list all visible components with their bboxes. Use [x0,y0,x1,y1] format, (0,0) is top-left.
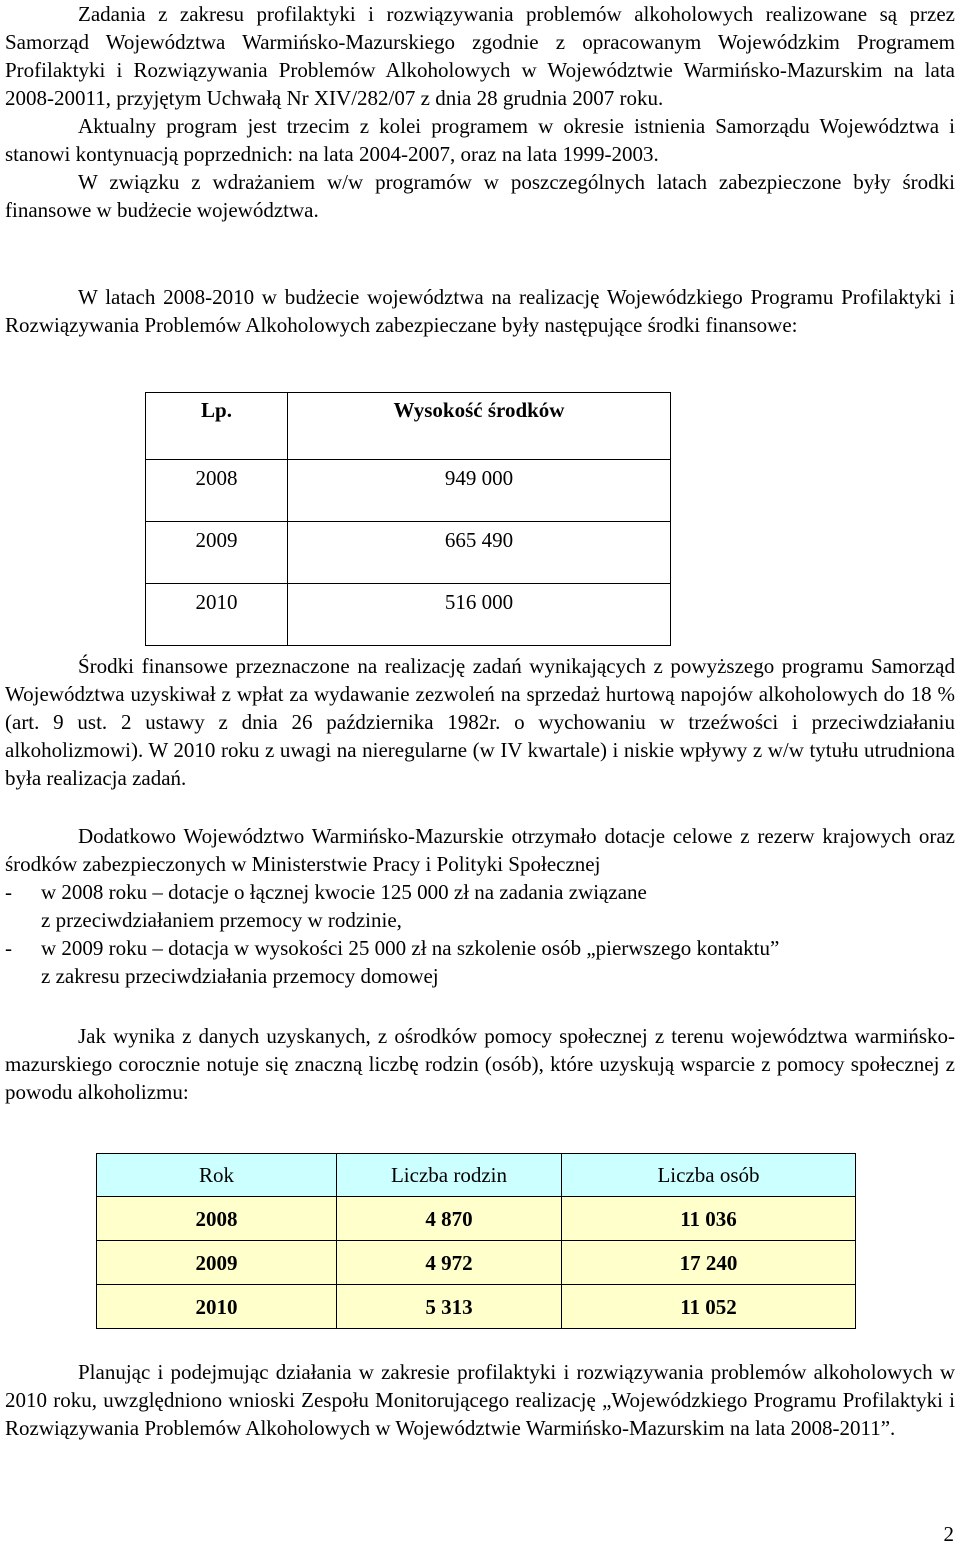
cell-amount: 949 000 [288,460,671,522]
planning-paragraph [5,1358,955,1442]
header-families: Liczba rodzin [337,1154,562,1197]
cell-persons: 11 052 [562,1285,856,1329]
header-amount: Wysokość środków [288,393,671,460]
bullet-dash: - [5,936,12,960]
cell-year: 2010 [97,1285,337,1329]
grant-2008-continuation: z przeciwdziałaniem przemocy w rodzinie, [41,908,402,932]
table-header-row [146,393,671,460]
grant-2009-text: w 2009 roku – dotacja w wysokości 25 000 zł na szkolenie osób „pierwszego kontaktu” [41,936,780,960]
cell-persons: 17 240 [562,1241,856,1285]
cell-amount: 665 490 [288,522,671,584]
cell-year: 2009 [97,1241,337,1285]
program-text: Aktualny program jest trzecim z kolei programem w okresie istnienia Samorządu Województwa i stanowi kontynuacją poprzednich: na lata 2004-2007, oraz na lata 1999-2003. [5,114,955,166]
header-year: Rok [97,1154,337,1197]
bullet-dash: - [5,880,12,904]
grant-2008-text: w 2008 roku – dotacje o łącznej kwocie 125 000 zł na zadania związane [41,880,647,904]
intro-paragraph [5,0,955,224]
budget-text: W latach 2008-2010 w budżecie województwa na realizację Wojewódzkiego Programu Profilaktyki i Rozwiązywania Problemów Alkoholowych zabezpieczane były następujące środki finansowe: [5,285,955,337]
header-lp: Lp. [146,393,288,460]
budget-table [145,392,671,646]
planning-text: Planując i podejmując działania w zakresie profilaktyki i rozwiązywania problemów alkoholowych w 2010 roku, uwzględniono wnioski Zespołu Monitorującego realizację „Wojewódzkiego Programu Profilaktyki i Rozwiązywania Problemów Alkoholowych w Województwie Warmińsko-Mazurskim na lata 2008-2011”. [5,1360,955,1440]
table-row [146,460,671,522]
table-header-row [97,1154,856,1197]
grant-item-2009 [5,934,955,962]
table-row [97,1197,856,1241]
table-row [97,1285,856,1329]
cell-persons: 11 036 [562,1197,856,1241]
header-persons: Liczba osób [562,1154,856,1197]
cell-year: 2008 [97,1197,337,1241]
intro-text: Zadania z zakresu profilaktyki i rozwiązywania problemów alkoholowych realizowane są przez Samorząd Województwa Warmińsko-Mazurskiego zgodnie z opracowanym Wojewódzkim Programem Profilaktyki i Rozwiązywania Problemów Alkoholowych w Województwie Warmińsko-Mazurskim na lata 2008-20011, przyjętym Uchwałą Nr XIV/282/07 z dnia 28 grudnia 2007 roku. [5,2,955,110]
page-number: 2 [943,1522,954,1546]
cell-families: 5 313 [337,1285,562,1329]
grant-item-2008 [5,878,955,906]
table-row [146,584,671,646]
cell-year: 2008 [146,460,288,522]
income-paragraph [5,652,955,792]
cell-year: 2009 [146,522,288,584]
cell-year: 2010 [146,584,288,646]
income-text: Środki finansowe przeznaczone na realizację zadań wynikających z powyższego programu Samorząd Województwa uzyskiwał z wpłat za wydawanie zezwoleń na sprzedaż hurtową napojów alkoholowych do 18 % (art. 9 ust. 2 ustawy z dnia 26 października 1982r. o wychowaniu w trzeźwości i przeciwdziałaniu alkoholizmowi). W 2010 roku z uwagi na nieregularne (w IV kwartale) i niskie wpływy z w/w tytułu utrudniona była realizacja zadań. [5,654,955,790]
cell-families: 4 972 [337,1241,562,1285]
grant-2009-continuation: z zakresu przeciwdziałania przemocy domowej [41,964,439,988]
table-row [97,1241,856,1285]
budget-paragraph [5,283,955,339]
families-table [96,1153,856,1329]
funding-text: W związku z wdrażaniem w/w programów w poszczególnych latach zabezpieczone były środki finansowe w budżecie województwa. [5,170,955,222]
assistance-text: Jak wynika z danych uzyskanych, z ośrodków pomocy społecznej z terenu województwa warmińsko-mazurskiego corocznie notuje się znaczną liczbę rodzin (osób), które uzyskują wsparcie z pomocy społecznej z powodu alkoholizmu: [5,1024,955,1104]
cell-families: 4 870 [337,1197,562,1241]
assistance-paragraph [5,1022,955,1106]
cell-amount: 516 000 [288,584,671,646]
table-row [146,522,671,584]
grants-text: Dodatkowo Województwo Warmińsko-Mazurskie otrzymało dotacje celowe z rezerw krajowych oraz środków zabezpieczonych w Ministerstwie Pracy i Polityki Społecznej [5,824,955,876]
grants-paragraph [5,822,955,990]
